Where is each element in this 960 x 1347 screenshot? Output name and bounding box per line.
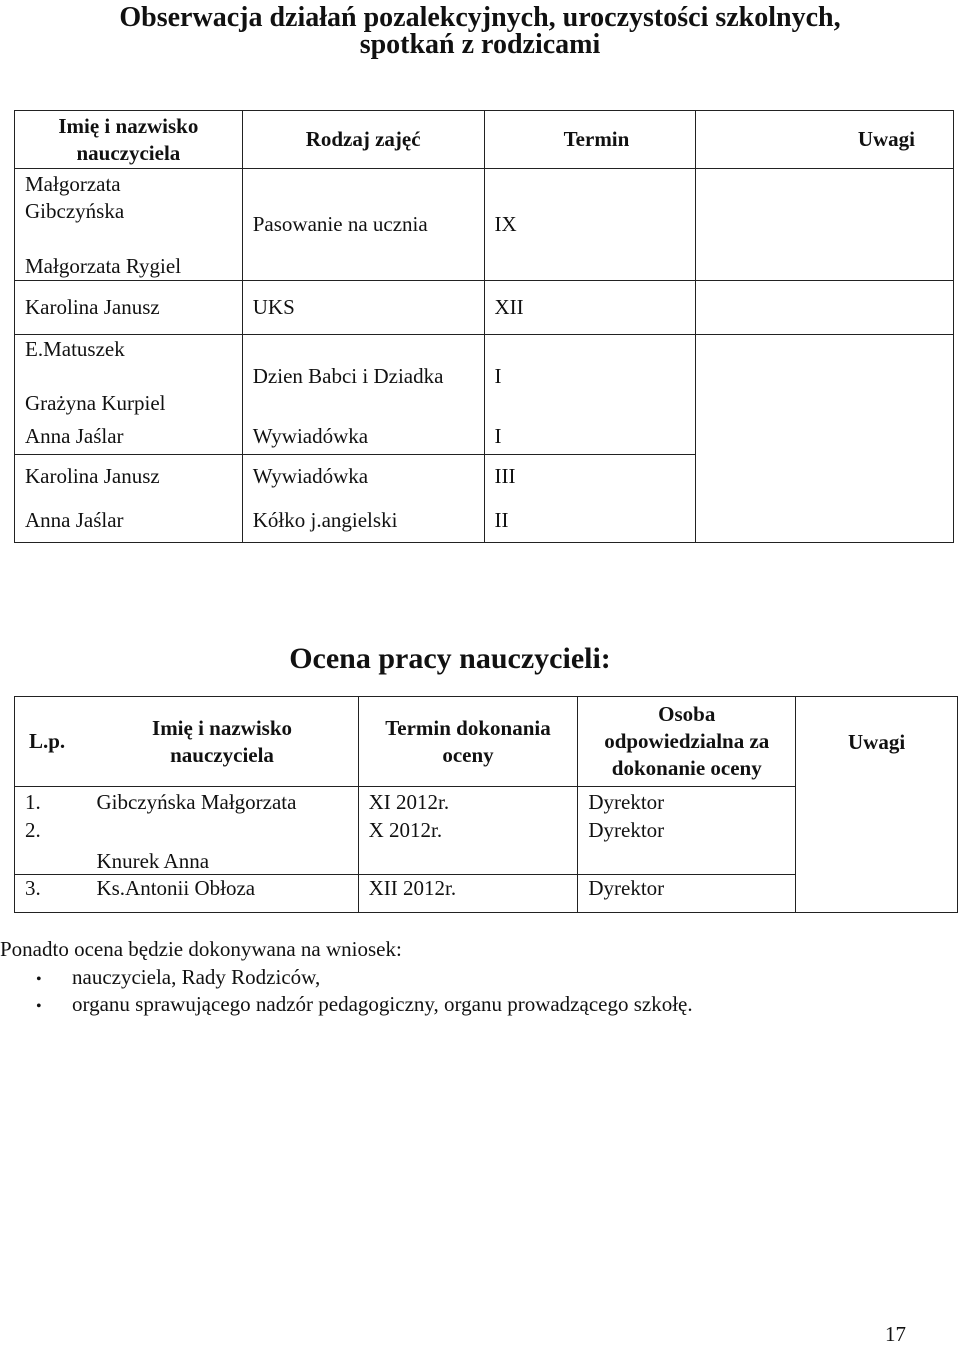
term-cell: I — [484, 335, 696, 419]
responsible-cell: Dyrektor — [578, 817, 796, 875]
note-intro: Ponadto ocena będzie dokonywana na wniosek: — [0, 937, 402, 961]
table-row — [15, 281, 954, 335]
teacher-cell: Małgorzata Gibczyńska Małgorzata Rygiel — [15, 169, 243, 281]
activity-cell: UKS — [242, 281, 484, 335]
list-item: • organu sprawującego nadzór pedagogiczny, organu prowadzącego szkołę. — [36, 991, 693, 1020]
term-cell: III — [484, 455, 696, 499]
observation-table — [14, 110, 954, 543]
term-cell: I — [484, 419, 696, 455]
teacher-cell: E.Matuszek Grażyna Kurpiel — [15, 335, 243, 419]
table-row — [15, 335, 954, 419]
header-teacher: Imię i nazwisko nauczyciela — [86, 697, 358, 787]
activity-cell: Dzien Babci i Dziadka — [242, 335, 484, 419]
notes-cell — [696, 281, 954, 335]
evaluation-header-row — [15, 697, 958, 787]
term-cell: XII — [484, 281, 696, 335]
activity-cell: Kółko j.angielski — [242, 499, 484, 543]
bullet-icon: • — [36, 971, 42, 988]
header-term: Termin dokonania oceny — [358, 697, 578, 787]
activity-cell: Pasowanie na ucznia — [242, 169, 484, 281]
table-row — [15, 169, 954, 281]
page-number: 17 — [885, 1322, 906, 1346]
header-notes: Uwagi — [696, 111, 954, 169]
term-cell: XI 2012r. — [358, 787, 578, 817]
lp-cell: 3. — [15, 875, 87, 913]
lp-cell: 1. — [15, 787, 87, 817]
observation-header-row — [15, 111, 954, 169]
notes-cell — [696, 169, 954, 281]
teacher-cell: Karolina Janusz — [15, 281, 243, 335]
header-term: Termin — [484, 111, 696, 169]
header-responsible: Osoba odpowiedzialna za dokonanie oceny — [578, 697, 796, 787]
teacher-cell: Knurek Anna — [86, 817, 358, 875]
header-activity: Rodzaj zajęć — [242, 111, 484, 169]
page-title — [0, 4, 960, 58]
teacher-cell: Gibczyńska Małgorzata — [86, 787, 358, 817]
header-lp: L.p. — [15, 697, 87, 787]
header-notes: Uwagi — [796, 697, 958, 913]
page-title-line-1: Obserwacja działań pozalekcyjnych, uroczystości szkolnych, — [119, 2, 841, 33]
notes-cell — [696, 335, 954, 543]
lp-cell: 2. — [15, 817, 87, 875]
teacher-cell: Anna Jaślar — [15, 499, 243, 543]
responsible-cell: Dyrektor — [578, 787, 796, 817]
teacher-cell: Anna Jaślar — [15, 419, 243, 455]
teacher-cell: Karolina Janusz — [15, 455, 243, 499]
evaluation-table — [14, 696, 958, 913]
evaluation-title: Ocena pracy nauczycieli: — [289, 642, 611, 675]
bullet-icon: • — [36, 998, 42, 1015]
term-cell: II — [484, 499, 696, 543]
header-teacher: Imię i nazwisko nauczyciela — [15, 111, 243, 169]
term-cell: IX — [484, 169, 696, 281]
list-item: • nauczyciela, Rady Rodziców, — [36, 964, 320, 993]
term-cell: XII 2012r. — [358, 875, 578, 913]
responsible-cell: Dyrektor — [578, 875, 796, 913]
activity-cell: Wywiadówka — [242, 419, 484, 455]
activity-cell: Wywiadówka — [242, 455, 484, 499]
teacher-cell: Ks.Antonii Obłoza — [86, 875, 358, 913]
page-title-line-2: spotkań z rodzicami — [359, 29, 601, 60]
term-cell: X 2012r. — [358, 817, 578, 875]
